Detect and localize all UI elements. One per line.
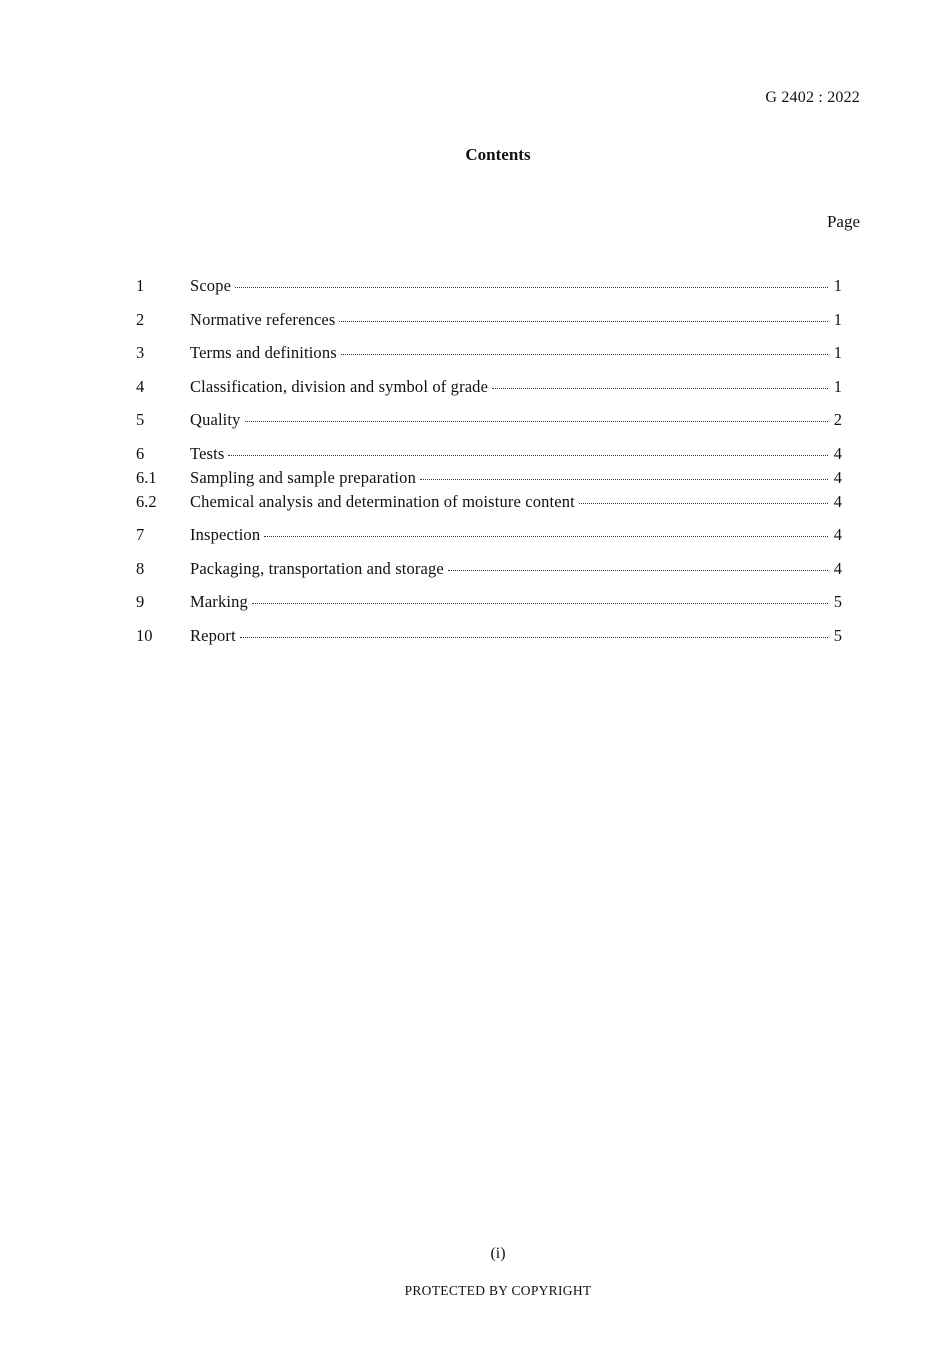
toc-entry-page: 4 bbox=[833, 491, 842, 511]
toc-entry-page: 1 bbox=[833, 276, 842, 295]
dot-leader bbox=[579, 502, 828, 504]
toc-entry-1[interactable] bbox=[136, 276, 842, 300]
toc-entry-page: 1 bbox=[833, 309, 842, 329]
toc-entry-title: Tests bbox=[190, 443, 225, 463]
toc-entry-number: 2 bbox=[136, 309, 145, 329]
dot-leader bbox=[341, 353, 828, 355]
toc-entry-title: Normative references bbox=[190, 309, 336, 329]
toc-entry-number: 5 bbox=[136, 410, 145, 429]
toc-entry-title: Sampling and sample preparation bbox=[190, 467, 416, 487]
toc-entry-number: 6 bbox=[136, 443, 145, 463]
toc-entry-4[interactable] bbox=[136, 377, 842, 401]
toc-entry-number: 7 bbox=[136, 525, 145, 544]
dot-leader bbox=[448, 569, 828, 571]
dot-leader bbox=[252, 602, 828, 604]
table-of-contents bbox=[136, 276, 842, 650]
toc-entry-page: 4 bbox=[833, 558, 842, 578]
toc-entry-number: 10 bbox=[136, 625, 153, 645]
toc-entry-page: 1 bbox=[833, 376, 842, 396]
toc-entry-title: Inspection bbox=[190, 525, 261, 544]
dot-leader bbox=[245, 420, 828, 422]
toc-entry-page: 5 bbox=[833, 625, 842, 645]
dot-leader bbox=[492, 387, 828, 389]
toc-entry-page: 4 bbox=[833, 443, 842, 463]
toc-entry-6[interactable] bbox=[136, 444, 842, 468]
toc-entry-8[interactable] bbox=[136, 559, 842, 583]
toc-entry-title: Marking bbox=[190, 592, 248, 611]
toc-entry-number: 1 bbox=[136, 276, 145, 295]
toc-entry-title: Terms and definitions bbox=[190, 343, 337, 362]
toc-entry-number: 6.2 bbox=[136, 491, 157, 511]
toc-entry-page: 5 bbox=[833, 592, 842, 611]
toc-entry-9[interactable] bbox=[136, 592, 842, 616]
toc-entry-6-1[interactable] bbox=[136, 468, 842, 492]
toc-entry-number: 8 bbox=[136, 558, 145, 578]
toc-entry-7[interactable] bbox=[136, 525, 842, 549]
dot-leader bbox=[235, 286, 828, 288]
toc-entry-title: Packaging, transportation and storage bbox=[190, 558, 444, 578]
toc-entry-number: 9 bbox=[136, 592, 145, 611]
page-title: Contents bbox=[465, 145, 531, 164]
page-column-label: Page bbox=[826, 212, 860, 231]
toc-entry-title: Report bbox=[190, 625, 236, 645]
dot-leader bbox=[264, 535, 828, 537]
dot-leader bbox=[240, 636, 828, 638]
toc-entry-page: 4 bbox=[833, 467, 842, 487]
toc-entry-3[interactable] bbox=[136, 343, 842, 367]
copyright-notice: PROTECTED BY COPYRIGHT bbox=[404, 1283, 592, 1298]
toc-entry-title: Chemical analysis and determination of moisture content bbox=[190, 491, 575, 511]
dot-leader bbox=[339, 320, 828, 322]
toc-entry-page: 2 bbox=[833, 410, 842, 429]
toc-entry-title: Scope bbox=[190, 276, 232, 295]
dot-leader bbox=[420, 478, 828, 480]
toc-entry-title: Classification, division and symbol of grade bbox=[190, 376, 489, 396]
toc-entry-number: 3 bbox=[136, 343, 145, 362]
toc-entry-title: Quality bbox=[190, 410, 241, 429]
toc-entry-10[interactable] bbox=[136, 626, 842, 650]
toc-entry-number: 4 bbox=[136, 376, 145, 396]
dot-leader bbox=[228, 454, 828, 456]
toc-entry-page: 1 bbox=[833, 343, 842, 362]
toc-entry-2[interactable] bbox=[136, 310, 842, 334]
footer-page-number: (i) bbox=[490, 1245, 506, 1262]
toc-entry-6-2[interactable] bbox=[136, 492, 842, 516]
standard-number: G 2402 : 2022 bbox=[765, 89, 860, 106]
toc-entry-number: 6.1 bbox=[136, 467, 157, 487]
toc-entry-page: 4 bbox=[833, 525, 842, 544]
toc-entry-5[interactable] bbox=[136, 410, 842, 434]
